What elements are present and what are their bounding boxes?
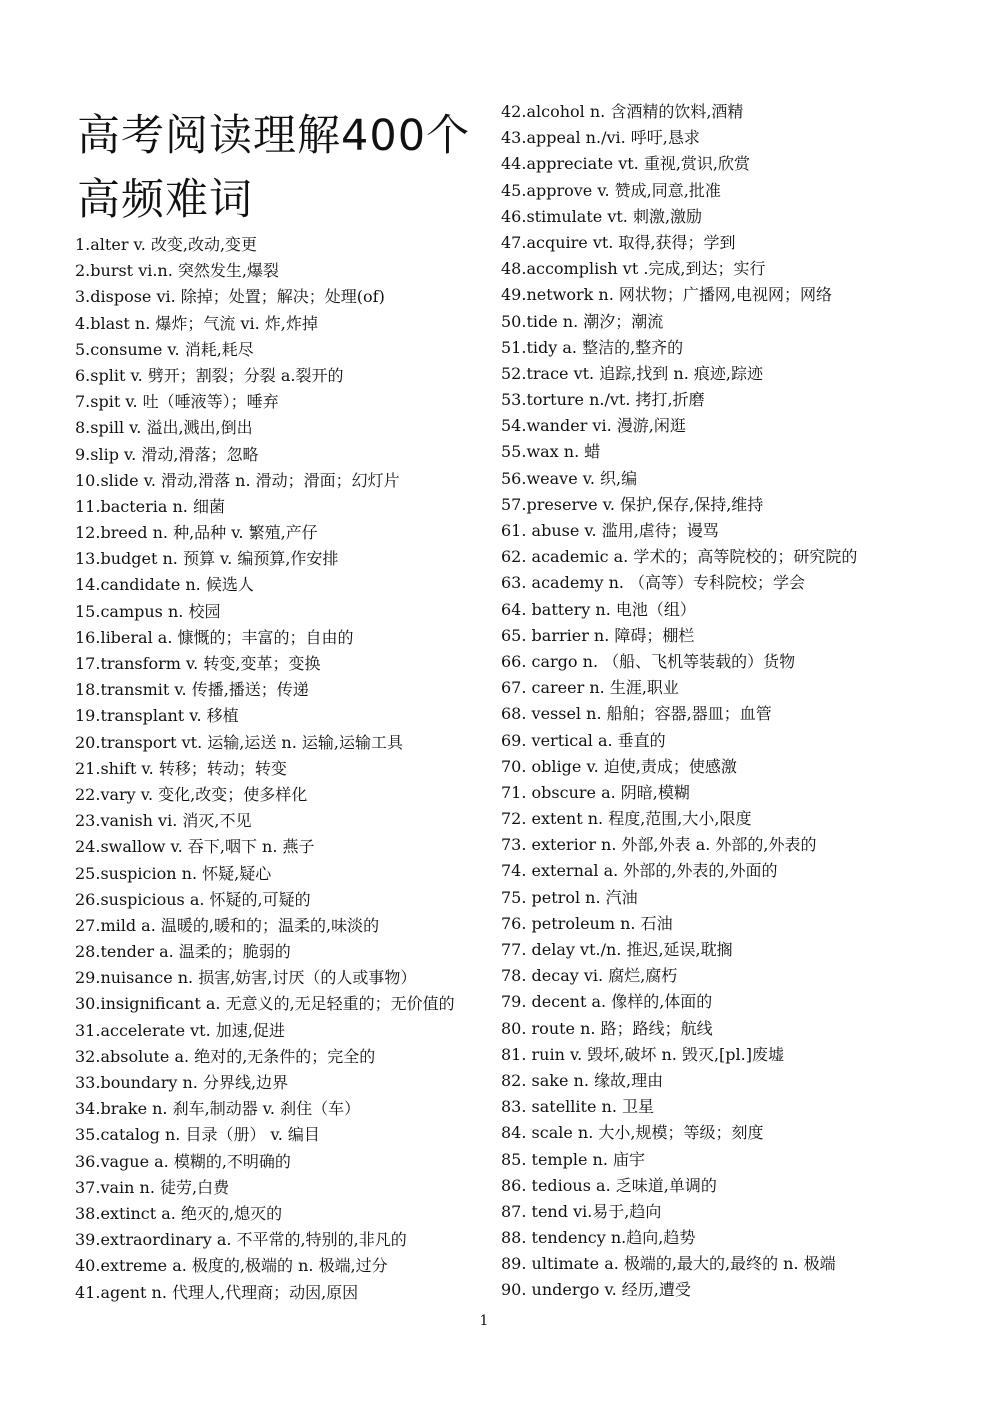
vocabulary-entry: 83. satellite n. 卫星 bbox=[501, 1097, 654, 1117]
vocabulary-entry: 5.consume v. 消耗,耗尽 bbox=[75, 339, 254, 359]
vocabulary-entry: 47.acquire vt. 取得,获得；学到 bbox=[501, 232, 736, 252]
vocabulary-entry: 56.weave v. 织,编 bbox=[501, 468, 638, 488]
vocabulary-entry: 67. career n. 生涯,职业 bbox=[501, 678, 679, 698]
vocabulary-entry: 53.torture n./vt. 拷打,折磨 bbox=[501, 390, 705, 410]
vocabulary-entry: 55.wax n. 蜡 bbox=[501, 442, 601, 462]
vocabulary-entry: 73. exterior n. 外部,外表 a. 外部的,外表的 bbox=[501, 835, 817, 855]
vocabulary-entry: 28.tender a. 温柔的；脆弱的 bbox=[75, 942, 291, 962]
vocabulary-entry: 50.tide n. 潮汐；潮流 bbox=[501, 311, 664, 331]
vocabulary-entry: 41.agent n. 代理人,代理商；动因,原因 bbox=[75, 1282, 359, 1302]
vocabulary-entry: 75. petrol n. 汽油 bbox=[501, 887, 638, 907]
vocabulary-entry: 65. barrier n. 障碍；棚栏 bbox=[501, 625, 695, 645]
vocabulary-entry: 24.swallow v. 吞下,咽下 n. 燕子 bbox=[75, 837, 315, 857]
vocabulary-entry: 71. obscure a. 阴暗,模糊 bbox=[501, 782, 690, 802]
vocabulary-entry: 54.wander vi. 漫游,闲逛 bbox=[501, 416, 686, 436]
vocabulary-entry: 26.suspicious a. 怀疑的,可疑的 bbox=[75, 889, 311, 909]
vocabulary-entry: 18.transmit v. 传播,播送；传递 bbox=[75, 680, 309, 700]
vocabulary-entry: 78. decay vi. 腐烂,腐朽 bbox=[501, 966, 678, 986]
vocabulary-entry: 1.alter v. 改变,改动,变更 bbox=[75, 235, 258, 254]
vocabulary-entry: 46.stimulate vt. 刺激,激励 bbox=[501, 206, 703, 226]
vocabulary-entry: 66. cargo n. （船、飞机等装载的）货物 bbox=[501, 651, 796, 671]
vocabulary-entry: 39.extraordinary a. 不平常的,特别的,非凡的 bbox=[75, 1230, 407, 1250]
vocabulary-entry: 77. delay vt./n. 推迟,延误,耽搁 bbox=[501, 940, 733, 959]
vocabulary-entry: 70. oblige v. 迫使,责成；使感激 bbox=[501, 756, 737, 776]
vocabulary-entry: 4.blast n. 爆炸；气流 vi. 炸,炸掉 bbox=[75, 313, 318, 333]
vocabulary-entry: 15.campus n. 校园 bbox=[75, 601, 221, 621]
vocabulary-entry: 32.absolute a. 绝对的,无条件的；完全的 bbox=[75, 1046, 376, 1066]
vocabulary-entry: 14.candidate n. 候选人 bbox=[75, 575, 254, 595]
vocabulary-entry: 17.transform v. 转变,变革；变换 bbox=[75, 654, 321, 673]
vocabulary-entry: 36.vague a. 模糊的,不明确的 bbox=[75, 1151, 291, 1171]
vocabulary-entry: 40.extreme a. 极度的,极端的 n. 极端,过分 bbox=[75, 1256, 388, 1276]
vocabulary-entry: 16.liberal a. 慷慨的；丰富的；自由的 bbox=[75, 627, 354, 647]
vocabulary-entry: 23.vanish vi. 消灭,不见 bbox=[75, 811, 252, 831]
vocabulary-entry: 6.split v. 劈开；割裂；分裂 a.裂开的 bbox=[75, 365, 344, 385]
vocabulary-entry: 9.slip v. 滑动,滑落；忽略 bbox=[75, 444, 259, 464]
vocabulary-entry: 80. route n. 路；路线；航线 bbox=[501, 1018, 713, 1038]
vocabulary-entry: 33.boundary n. 分界线,边界 bbox=[75, 1073, 289, 1092]
vocabulary-entry: 64. battery n. 电池（组） bbox=[501, 599, 696, 619]
vocabulary-entry: 19.transplant v. 移植 bbox=[75, 706, 239, 726]
vocabulary-entry: 45.approve v. 赞成,同意,批准 bbox=[501, 180, 721, 200]
vocabulary-entry: 86. tedious a. 乏味道,单调的 bbox=[501, 1175, 717, 1195]
vocabulary-entry: 49.network n. 网状物；广播网,电视网；网络 bbox=[501, 285, 832, 305]
vocabulary-entry: 34.brake n. 刹车,制动器 v. 刹住（车） bbox=[75, 1099, 361, 1119]
vocabulary-entry: 30.insignificant a. 无意义的,无足轻重的；无价值的 bbox=[75, 994, 455, 1014]
vocabulary-entry: 44.appreciate vt. 重视,赏识,欣赏 bbox=[501, 154, 751, 174]
vocabulary-entry: 10.slide v. 滑动,滑落 n. 滑动；滑面；幻灯片 bbox=[75, 470, 400, 490]
vocabulary-entry: 88. tendency n.趋向,趋势 bbox=[501, 1228, 696, 1248]
vocabulary-entry: 13.budget n. 预算 v. 编预算,作安排 bbox=[75, 549, 339, 569]
vocabulary-entry: 90. undergo v. 经历,遭受 bbox=[501, 1280, 691, 1300]
vocabulary-entry: 21.shift v. 转移；转动；转变 bbox=[75, 758, 287, 778]
vocabulary-entry: 2.burst vi.n. 突然发生,爆裂 bbox=[75, 261, 279, 281]
vocabulary-entry: 22.vary v. 变化,改变；使多样化 bbox=[75, 784, 308, 804]
vocabulary-entry: 37.vain n. 徒劳,白费 bbox=[75, 1177, 230, 1197]
vocabulary-entry: 57.preserve v. 保护,保存,保持,维持 bbox=[501, 494, 764, 514]
vocabulary-entry: 43.appeal n./vi. 呼吁,恳求 bbox=[501, 128, 700, 148]
vocabulary-entry: 29.nuisance n. 损害,妨害,讨厌（的人或事物） bbox=[75, 968, 417, 988]
vocabulary-entry: 72. extent n. 程度,范围,大小,限度 bbox=[501, 809, 752, 829]
vocabulary-entry: 68. vessel n. 船舶；容器,器皿；血管 bbox=[501, 704, 772, 724]
vocabulary-entry: 52.trace vt. 追踪,找到 n. 痕迹,踪迹 bbox=[501, 363, 763, 383]
vocabulary-entry: 81. ruin v. 毁坏,破坏 n. 毁灭,[pl.]废墟 bbox=[501, 1044, 784, 1064]
vocabulary-entry: 3.dispose vi. 除掉；处置；解决；处理(of) bbox=[75, 287, 385, 307]
vocabulary-entry: 31.accelerate vt. 加速,促进 bbox=[75, 1020, 285, 1040]
vocabulary-entry: 87. tend vi.易于,趋向 bbox=[501, 1201, 662, 1221]
vocabulary-entry: 51.tidy a. 整洁的,整齐的 bbox=[501, 337, 684, 357]
vocabulary-entry: 12.breed n. 种,品种 v. 繁殖,产仔 bbox=[75, 523, 318, 543]
vocabulary-entry: 7.spit v. 吐（唾液等）；唾弃 bbox=[75, 392, 279, 412]
document-title: 高考阅读理解400个高频难词 bbox=[77, 111, 471, 225]
vocabulary-entry: 35.catalog n. 目录（册） v. 编目 bbox=[75, 1125, 320, 1145]
vocabulary-entry: 27.mild a. 温暖的,暖和的；温柔的,味淡的 bbox=[75, 915, 380, 935]
vocabulary-entry: 79. decent a. 像样的,体面的 bbox=[501, 992, 713, 1012]
vocabulary-entry: 20.transport vt. 运输,运送 n. 运输,运输工具 bbox=[75, 732, 403, 752]
vocabulary-entry: 74. external a. 外部的,外表的,外面的 bbox=[501, 861, 778, 881]
page-number: 1 bbox=[479, 1313, 489, 1329]
vocabulary-entry: 11.bacteria n. 细菌 bbox=[75, 496, 225, 516]
vocabulary-entry: 8.spill v. 溢出,溅出,倒出 bbox=[75, 418, 253, 438]
vocabulary-entry: 25.suspicion n. 怀疑,疑心 bbox=[75, 863, 272, 883]
vocabulary-entry: 69. vertical a. 垂直的 bbox=[501, 730, 666, 750]
vocabulary-entry: 48.accomplish vt .完成,到达；实行 bbox=[501, 259, 766, 279]
vocabulary-entry: 63. academy n. （高等）专科院校；学会 bbox=[501, 573, 806, 593]
vocabulary-entry: 62. academic a. 学术的；高等院校的；研究院的 bbox=[501, 547, 858, 567]
vocabulary-entry: 38.extinct a. 绝灭的,熄灭的 bbox=[75, 1203, 283, 1223]
vocabulary-entry: 76. petroleum n. 石油 bbox=[501, 913, 673, 933]
vocabulary-list-left bbox=[75, 232, 490, 1306]
vocabulary-entry: 89. ultimate a. 极端的,最大的,最终的 n. 极端 bbox=[501, 1254, 836, 1274]
vocabulary-entry: 85. temple n. 庙宇 bbox=[501, 1149, 645, 1169]
vocabulary-entry: 61. abuse v. 滥用,虐待；谩骂 bbox=[501, 521, 719, 540]
vocabulary-entry: 84. scale n. 大小,规模；等级；刻度 bbox=[501, 1123, 764, 1143]
vocabulary-list-right bbox=[501, 99, 971, 1304]
vocabulary-entry: 82. sake n. 缘故,理由 bbox=[501, 1070, 664, 1090]
vocabulary-entry: 42.alcohol n. 含酒精的饮料,酒精 bbox=[501, 102, 744, 121]
